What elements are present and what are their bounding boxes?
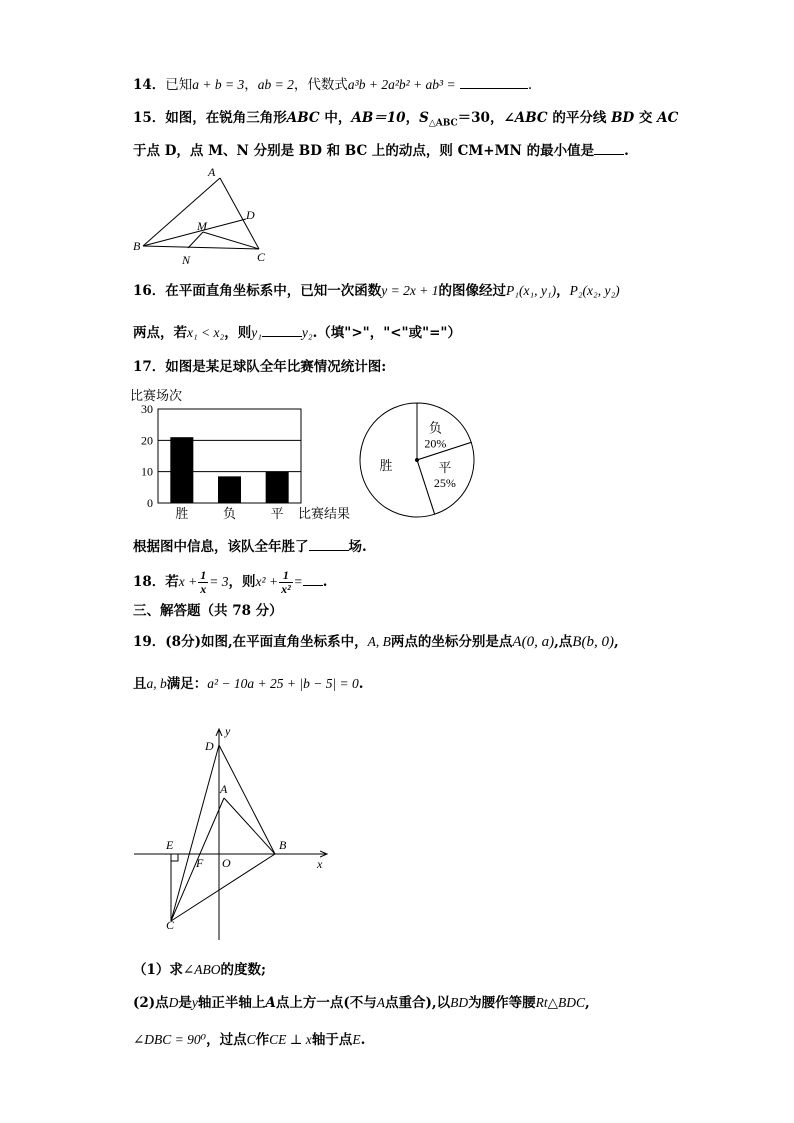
q19-text: 点上方一点(不与	[275, 995, 377, 1011]
q19-var: D	[168, 995, 179, 1010]
pie-slice-label: 平	[438, 461, 452, 477]
q19-var: E	[352, 1032, 361, 1047]
q19-line2	[133, 674, 363, 694]
pie-slice-percent: 25%	[433, 476, 456, 491]
q15-sep: ，	[405, 110, 420, 126]
q19-end: .	[360, 1032, 366, 1048]
q16-text: 在平面直角坐标系中，已知一次函数	[165, 283, 382, 299]
pie-center	[415, 458, 419, 462]
q19-var: C	[246, 1032, 256, 1047]
q15-line2	[133, 140, 629, 161]
x-tick-label: 负	[222, 507, 237, 522]
q15-label: D	[246, 208, 255, 222]
q15-answer-blank[interactable]	[594, 140, 624, 155]
q17-answer-line	[133, 536, 367, 557]
q15-label: B	[133, 239, 141, 253]
q19-text: 为腰作等腰	[468, 995, 536, 1011]
q19-part2-line2	[133, 1030, 365, 1050]
q15-ab: AB＝10	[351, 110, 406, 126]
pie-slice-label: 胜	[379, 458, 393, 474]
q15-label: C	[257, 250, 266, 264]
q15-angle: ∠ABC	[503, 110, 548, 126]
pie-slice-label: 负	[428, 421, 442, 437]
q19-label: O	[222, 856, 231, 870]
q16-line2	[133, 322, 461, 343]
q14-text: 代数式	[307, 77, 348, 93]
q14-sep: ，	[293, 77, 308, 93]
q18-frac-den: x	[200, 582, 207, 596]
q14-line	[133, 74, 532, 95]
y-tick-label: 20	[141, 433, 153, 448]
q19-label: E	[166, 838, 174, 852]
q16-sep: ，	[556, 283, 570, 299]
q15-text: 的平分线	[547, 110, 612, 126]
q15-label: N	[182, 253, 191, 267]
bar	[170, 437, 193, 503]
y-tick-label: 10	[141, 464, 153, 479]
q19-end: ,	[613, 634, 619, 650]
q15-segment	[143, 246, 259, 249]
q15-label: M	[197, 219, 207, 233]
q14-end: .	[527, 77, 533, 93]
pie-chart	[355, 400, 480, 525]
q14-text: 已知	[165, 77, 193, 93]
q19-part2-line1	[133, 993, 590, 1013]
q15-segment	[188, 232, 203, 248]
q16-text: ，则	[224, 325, 252, 341]
q14-answer-blank[interactable]	[460, 74, 528, 89]
q18-answer-blank[interactable]	[303, 573, 323, 586]
q15-bd: BD	[611, 110, 635, 126]
bar	[266, 472, 289, 503]
y-tick-label: 30	[141, 402, 153, 416]
q19-label: B	[279, 838, 287, 852]
q16-answer-blank[interactable]	[262, 322, 302, 337]
q18-end: .	[322, 574, 328, 590]
q16-function: y = 2x + 1	[381, 283, 439, 298]
q19-label: D	[205, 739, 214, 753]
q15-end: .	[624, 143, 629, 159]
q17-answer-blank[interactable]	[309, 536, 349, 551]
q16-text: 的图像经过	[438, 283, 507, 299]
q15-area-symbol: S	[419, 110, 429, 126]
q16-number: 16．	[133, 283, 166, 299]
q19-text: 满足：	[166, 676, 208, 692]
bar	[218, 476, 241, 503]
q19-point-a: A(0, a)	[512, 634, 555, 650]
q16-line1	[133, 281, 620, 301]
q19-text: 轴正半轴上	[197, 995, 266, 1011]
q14-expr: ab = 2	[257, 77, 294, 92]
q16-point: P₁(x₁, y₁)	[506, 283, 557, 298]
q19-var: BD	[450, 995, 469, 1010]
q15-text: 如图，在锐角三角形	[165, 110, 287, 126]
q18-frac-num: 1	[279, 569, 293, 583]
q19-var: A	[376, 995, 386, 1010]
q19-line1	[133, 632, 619, 652]
q19-point-b: B(b, 0)	[572, 634, 614, 650]
q16-text: 两点，若	[133, 325, 187, 341]
q18-frac-num: 1	[200, 568, 207, 582]
x-tick-label: 胜	[175, 507, 189, 522]
q19-vars: a, b	[146, 676, 167, 691]
q15-area-value: ＝30	[457, 110, 490, 126]
q18-expr: = 3	[209, 574, 229, 589]
q15-text: 于点 D，点 M、N 分别是 BD 和 BC 上的动点，则 CM+MN 的最小值是	[133, 143, 595, 159]
q18-frac-den: x²	[281, 582, 291, 596]
q15-area-sub: △ABC	[428, 118, 458, 129]
q19-part-label: (2)点	[133, 995, 169, 1011]
q15-number: 15．	[133, 110, 166, 126]
q19-label: x	[317, 857, 323, 871]
q18-line	[133, 566, 328, 598]
q19-angle: ∠ABO	[182, 962, 221, 977]
q14-expr: a + b = 3	[192, 77, 245, 92]
q19-figure	[130, 725, 340, 945]
q16-condition: x₁ < x₂	[187, 325, 225, 340]
q19-text: 点重合),以	[385, 995, 451, 1011]
q19-var: A	[265, 995, 276, 1011]
q19-number: 19．	[133, 634, 166, 650]
q17-line1	[133, 357, 386, 377]
y-tick-label: 0	[147, 496, 153, 510]
q19-triangle: Rt△BDC	[535, 995, 586, 1010]
q16-point: P₂(x₂, y₂)	[569, 283, 620, 298]
q18-fraction	[279, 569, 293, 596]
q15-line1	[133, 108, 678, 134]
q19-text: 两点的坐标分别是点	[390, 634, 513, 650]
q15-ac: AC	[657, 110, 679, 126]
q15-sep: ，	[489, 110, 504, 126]
q19-part1	[133, 960, 266, 980]
q19-equation: a² − 10a + 25 + |b − 5| = 0	[207, 676, 359, 691]
q19-text: ,点	[554, 634, 573, 650]
q19-segment	[219, 745, 275, 854]
q18-fraction	[198, 569, 208, 596]
q15-figure	[130, 164, 280, 269]
q19-text: 且	[133, 676, 147, 692]
q19-label: A	[220, 782, 228, 796]
q19-part-label: （1）求	[133, 962, 183, 978]
q17-end: 场.	[348, 539, 367, 555]
q18-expr: =	[293, 574, 303, 589]
q18-expr: x +	[178, 574, 198, 589]
section-3-heading	[133, 601, 283, 621]
q19-text: 作	[255, 1032, 270, 1048]
q14-expr: a³b + 2a²b² + ab³ =	[347, 77, 456, 92]
q19-text: 轴于点	[311, 1032, 353, 1048]
q19-angle: ∠DBC = 90⁰	[133, 1032, 207, 1047]
q19-text: ，过点	[206, 1032, 247, 1048]
q19-var: y	[191, 995, 198, 1010]
section-3-title: 三、解答题（共 78 分）	[133, 603, 283, 619]
q19-text: 的度数;	[220, 962, 266, 978]
q19-label: C	[166, 918, 175, 932]
bar-chart-xlabel: 比赛结果	[298, 507, 351, 522]
q19-points: A, B	[367, 634, 391, 649]
q15-text: 中，	[319, 110, 352, 126]
q14-number: 14．	[133, 77, 166, 93]
bar-chart	[126, 384, 366, 524]
q19-label: F	[196, 856, 204, 870]
q19-text: 是	[178, 995, 192, 1011]
q18-expr: x² +	[255, 574, 279, 589]
q17-text: 17．如图是某足球队全年比赛情况统计图:	[133, 359, 387, 375]
q15-text: 交	[634, 110, 658, 126]
q16-text: .（填">"，"<"或"="）	[312, 325, 461, 341]
q19-var: CE ⊥ x	[269, 1032, 312, 1047]
q19-text: (8分)如图,在平面直角坐标系中，	[165, 634, 368, 650]
q18-text: ，则	[228, 574, 256, 590]
q19-segment	[224, 798, 275, 854]
pie-slice-percent: 20%	[424, 436, 447, 451]
q18-text: 若	[165, 574, 179, 590]
x-tick-label: 平	[270, 507, 284, 522]
q19-label: y	[225, 724, 231, 738]
q19-end: .	[358, 676, 364, 692]
q19-end: ,	[585, 995, 590, 1011]
right-angle-mark	[171, 854, 178, 861]
bar-chart-ylabel: 比赛场次	[130, 389, 183, 404]
q14-sep: ，	[244, 77, 258, 93]
q15-label: A	[208, 165, 216, 179]
q18-number: 18．	[133, 574, 166, 590]
q16-y1: y₁	[251, 325, 262, 340]
q15-triangle: ABC	[286, 110, 320, 126]
q17-text: 根据图中信息，该队全年胜了	[133, 539, 309, 555]
q16-y2: y₂	[301, 325, 313, 340]
